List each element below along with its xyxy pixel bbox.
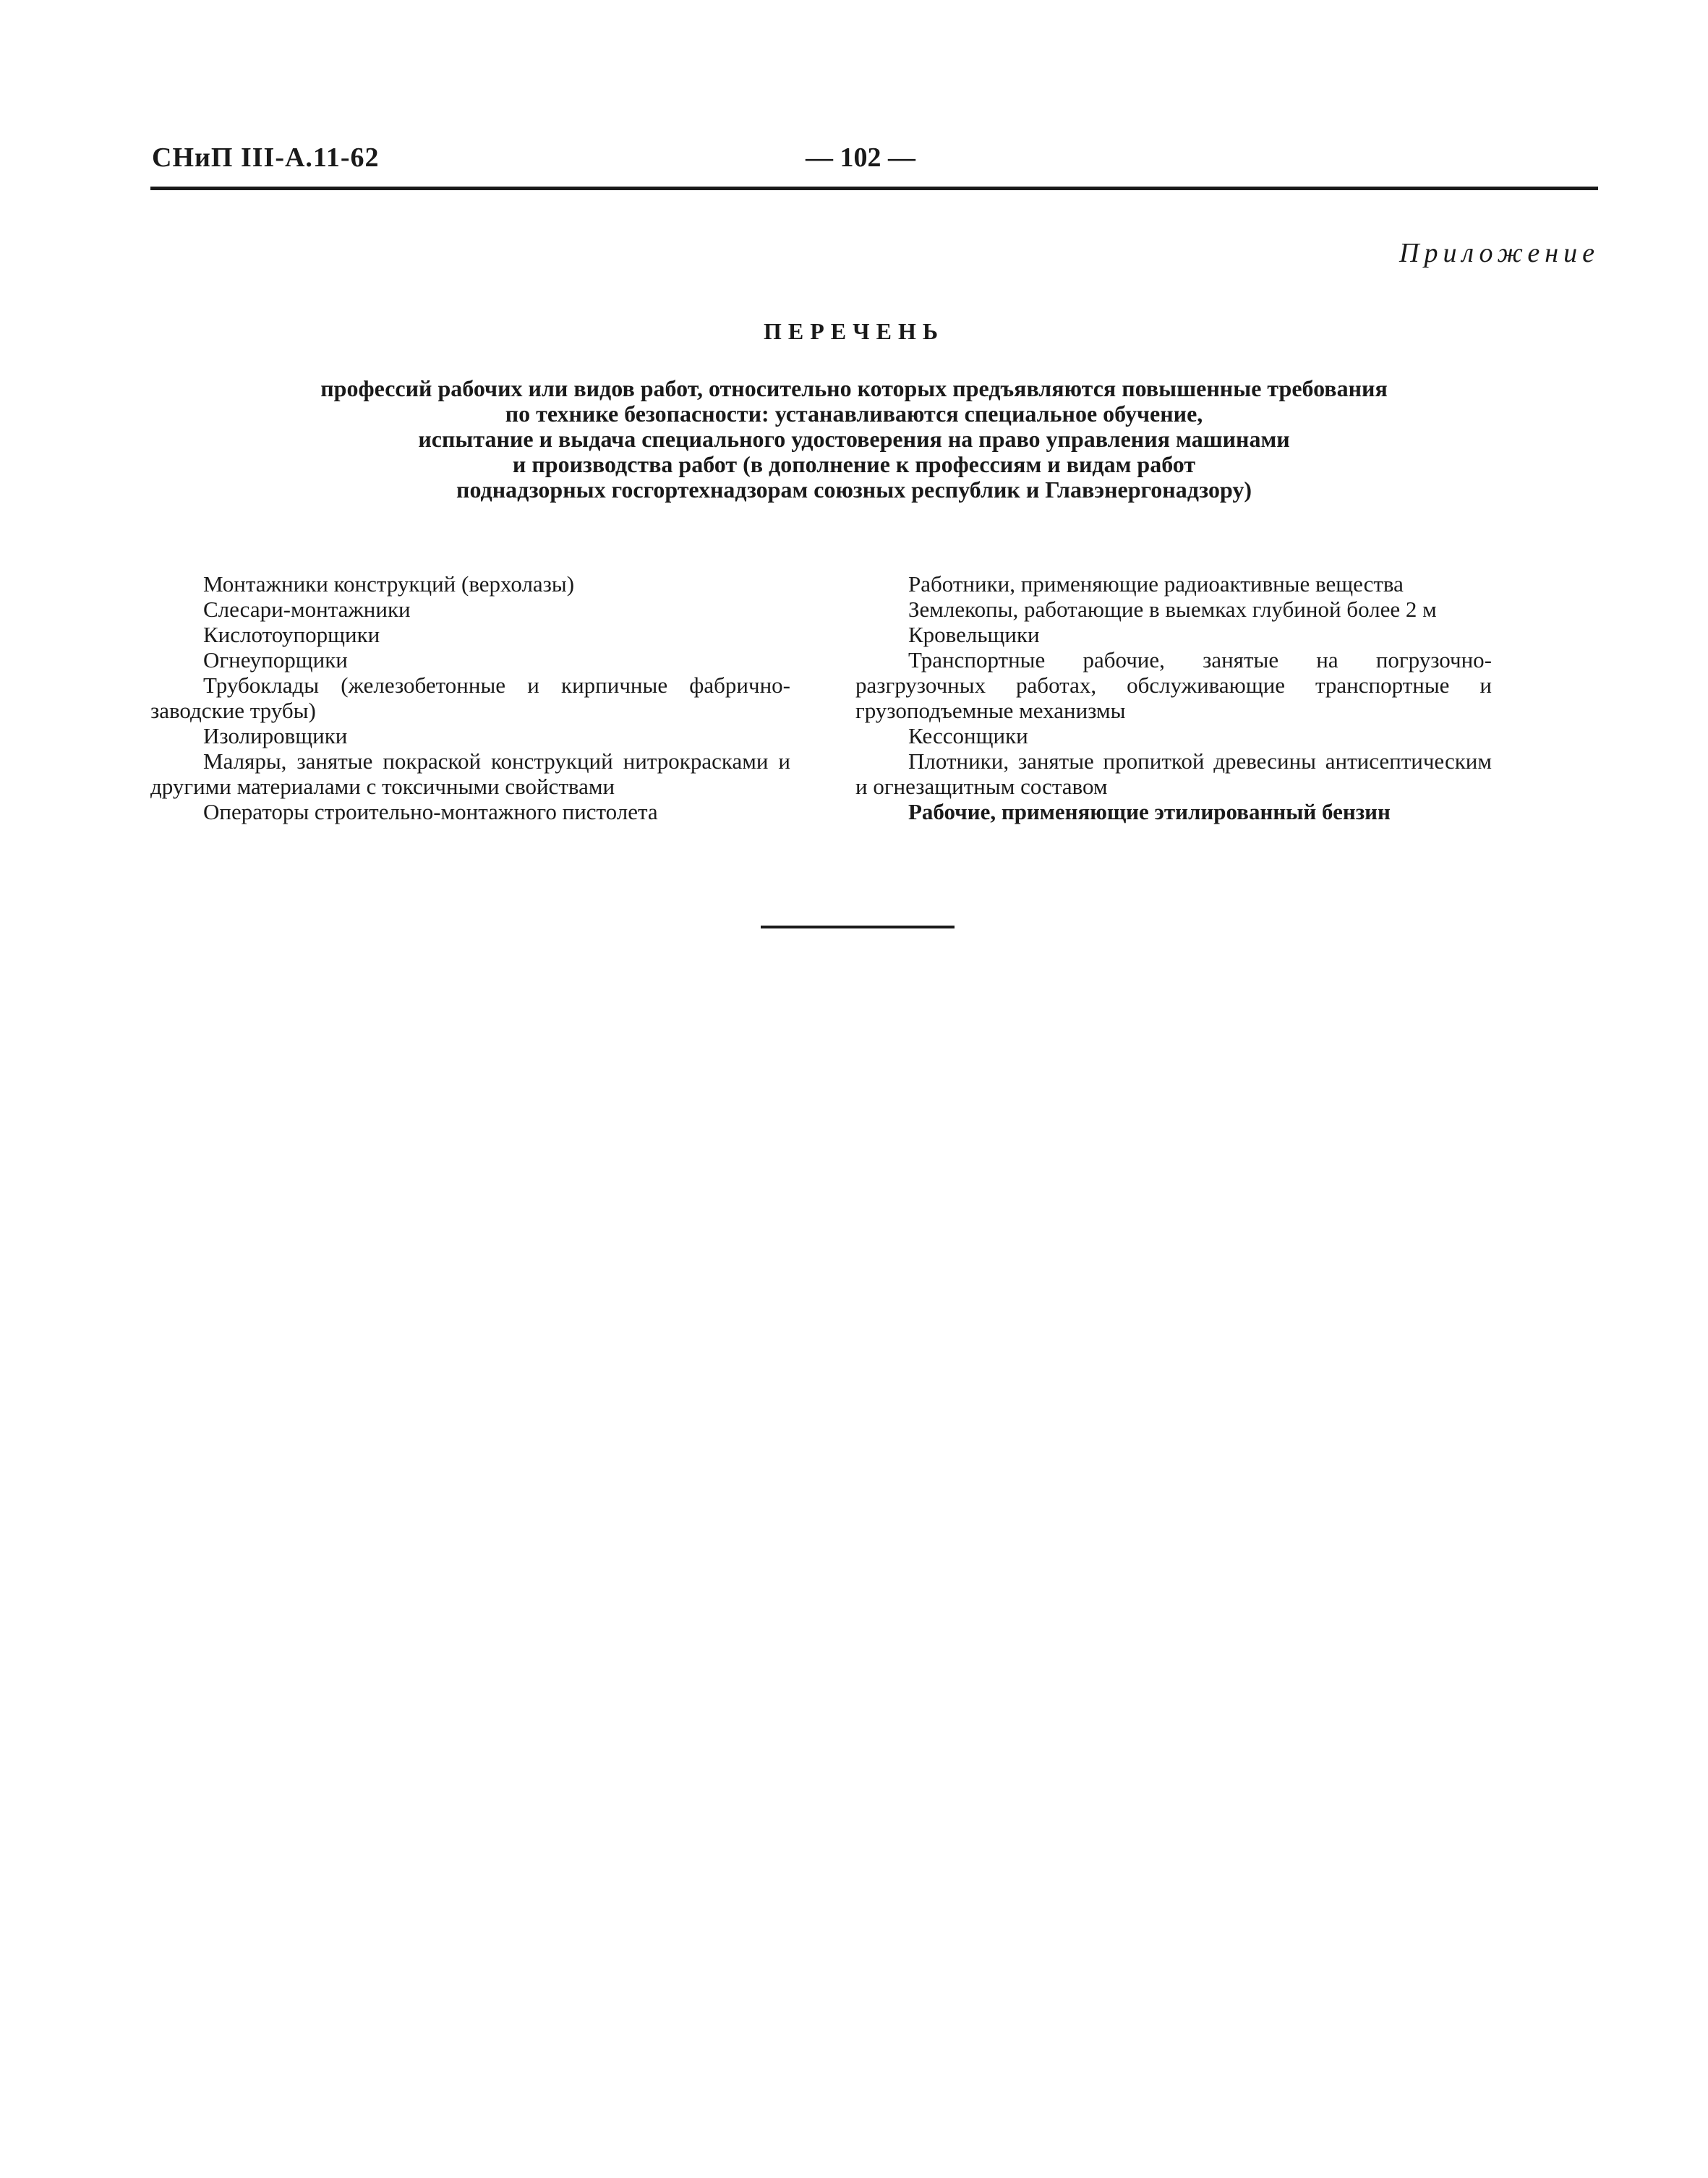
- list-title: ПЕРЕЧЕНЬ: [764, 318, 944, 344]
- subtitle-line: поднадзорных госгортехнадзорам союзных республик и Главэнергонадзору): [456, 477, 1252, 503]
- end-rule: [761, 926, 955, 928]
- list-item: Слесари-монтажники: [203, 597, 411, 622]
- list-item: Кессонщики: [908, 723, 1028, 748]
- subtitle-line: профессий рабочих или видов работ, относительно которых предъявляются повышенные требования: [320, 375, 1388, 401]
- subtitle-line: испытание и выдача специального удостоверения на право управления машинами: [418, 426, 1290, 452]
- list-item: Землекопы, работающие в выемках глубиной более 2 м: [908, 597, 1437, 622]
- list-item: Транспортные рабочие, занятые на погрузочно-разгрузочных работах, обслуживающие транспортные и грузоподъемные механизмы: [855, 647, 1492, 723]
- list-item: Изолировщики: [203, 723, 348, 748]
- list-subtitle: [0, 376, 1708, 503]
- list-item: Маляры, занятые покраской конструкций нитрокрасками и другими материалами с токсичными свойствами: [150, 748, 790, 799]
- list-item: Кровельщики: [908, 622, 1040, 647]
- document-code: СНиП III-А.11-62: [152, 142, 380, 173]
- appendix-label: Приложение: [1399, 238, 1600, 268]
- subtitle-line: и производства работ (в дополнение к профессиям и видам работ: [512, 451, 1196, 477]
- page-number: — 102 —: [806, 142, 915, 173]
- subtitle-line: по технике безопасности: устанавливаются специальное обучение,: [505, 401, 1203, 427]
- list-item: Трубоклады (железобетонные и кирпичные фабрично-заводские трубы): [150, 672, 790, 723]
- list-item: Кислотоупорщики: [203, 622, 380, 647]
- header-rule: [150, 187, 1598, 190]
- list-item: Огнеупорщики: [203, 647, 348, 672]
- left-column-list: [150, 571, 790, 824]
- list-item: Операторы строительно-монтажного пистолета: [203, 799, 658, 824]
- right-column-list: [855, 571, 1492, 824]
- list-item: Рабочие, применяющие этилированный бензин: [908, 799, 1391, 824]
- list-item: Работники, применяющие радиоактивные вещества: [908, 571, 1404, 597]
- list-item: Плотники, занятые пропиткой древесины антисептическим и огнезащитным составом: [855, 748, 1492, 799]
- list-item: Монтажники конструкций (верхолазы): [203, 571, 575, 597]
